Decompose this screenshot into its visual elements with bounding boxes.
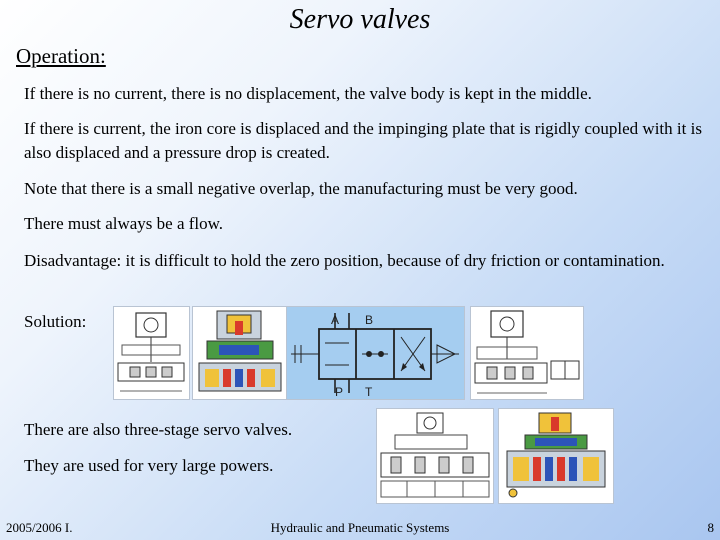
paragraph-flow: There must always be a flow. — [24, 214, 224, 233]
paragraph-disadvantage: Disadvantage: it is difficult to hold the zero position, because of dry friction or contamination. — [24, 251, 665, 270]
port-label-b: B — [365, 313, 374, 327]
paragraph-overlap: Note that there is a small negative overlap, the manufacturing must be very good. — [24, 179, 578, 198]
servo-valve-symbol — [286, 306, 465, 400]
port-label-a: A — [331, 313, 340, 327]
paragraph-solution: Solution: — [24, 312, 87, 331]
slide-title: Servo valves — [289, 4, 431, 35]
port-label-t: T — [365, 385, 373, 399]
servo-valve-drawing-1 — [113, 306, 190, 400]
servo-valve-drawing-2 — [470, 306, 584, 400]
port-label-p: P — [335, 385, 344, 399]
footer-page-number: 8 — [707, 520, 714, 535]
footer-date: 2005/2006 I. — [6, 520, 73, 535]
three-stage-valve-drawing — [376, 408, 494, 504]
operation-heading: Operation: — [16, 44, 106, 68]
footer-course: Hydraulic and Pneumatic Systems — [270, 520, 450, 535]
paragraph-large-powers: They are used for very large powers. — [24, 456, 274, 475]
servo-valve-color-section — [192, 306, 289, 400]
three-stage-valve-color-section — [498, 408, 614, 504]
paragraph-current: If there is current, the iron core is displaced and the impinging plate that is rigidly coupled with it is also displaced and a pressure drop is created. — [24, 119, 702, 162]
paragraph-three-stage: There are also three-stage servo valves. — [24, 420, 293, 439]
paragraph-no-current: If there is no current, there is no displacement, the valve body is kept in the middle. — [24, 84, 592, 103]
